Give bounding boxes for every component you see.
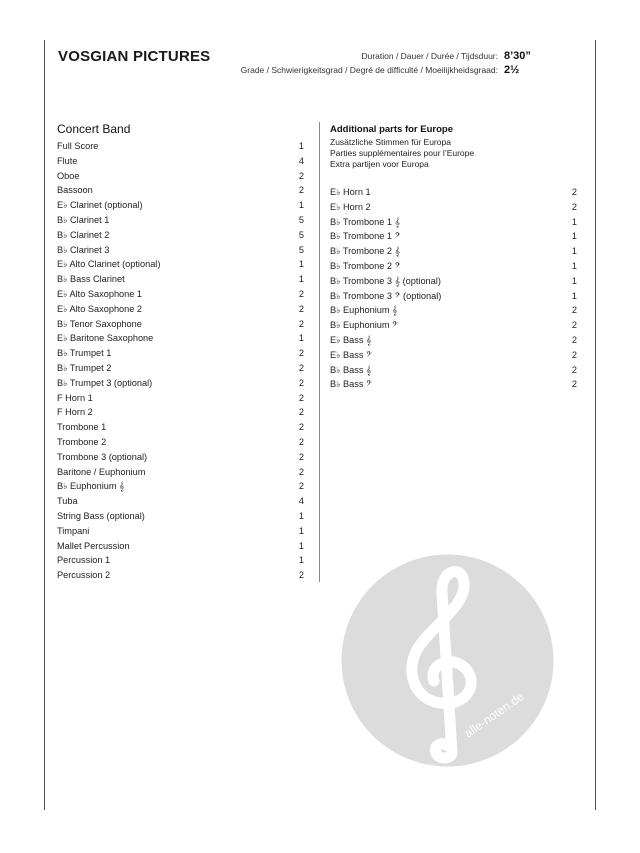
part-name: B♭ Trombone 3 𝄢 (optional) xyxy=(330,290,442,301)
part-count: 2 xyxy=(298,362,304,373)
part-row xyxy=(57,539,304,554)
part-row xyxy=(57,494,304,509)
watermark-logo xyxy=(340,553,555,768)
part-count: 2 xyxy=(298,436,304,447)
duration-value: 8’30” xyxy=(504,50,531,62)
part-name: B♭ Trombone 2 𝄢 xyxy=(330,260,401,271)
part-row xyxy=(330,289,577,304)
part-name: Baritone / Euphonium xyxy=(57,466,146,477)
part-count: 1 xyxy=(298,259,304,270)
part-count: 2 xyxy=(571,201,577,212)
part-count: 2 xyxy=(298,288,304,299)
part-count: 1 xyxy=(298,333,304,344)
right-margin-rule xyxy=(595,40,596,810)
part-name: Trombone 2 xyxy=(57,436,107,447)
part-row xyxy=(330,274,577,289)
part-name: B♭ Trombone 1 𝄞 xyxy=(330,216,401,227)
part-name: String Bass (optional) xyxy=(57,510,145,521)
part-count: 4 xyxy=(298,155,304,166)
part-name: Trombone 1 xyxy=(57,422,107,433)
part-name: E♭ Horn 1 xyxy=(330,187,371,197)
part-count: 2 xyxy=(298,170,304,181)
part-row xyxy=(330,200,577,215)
part-count: 1 xyxy=(298,555,304,566)
part-name: B♭ Clarinet 3 xyxy=(57,244,110,255)
part-count: 2 xyxy=(298,451,304,462)
part-count: 1 xyxy=(571,260,577,271)
part-count: 2 xyxy=(298,570,304,581)
part-row xyxy=(330,259,577,274)
part-row xyxy=(57,361,304,376)
part-name: B♭ Clarinet 2 xyxy=(57,229,110,240)
part-name: Full Score xyxy=(57,141,99,151)
watermark-text: alle-noten.de xyxy=(461,689,527,741)
part-row xyxy=(57,257,304,272)
part-count: 2 xyxy=(298,422,304,433)
part-count: 1 xyxy=(571,216,577,227)
part-row xyxy=(57,302,304,317)
duration-row xyxy=(361,50,544,62)
part-count: 1 xyxy=(298,540,304,551)
part-row xyxy=(57,479,304,494)
duration-label: Duration / Dauer / Durée / Tijdsduur: xyxy=(361,51,498,61)
part-name: Timpani xyxy=(57,525,90,536)
grade-value: 2½ xyxy=(504,64,520,76)
part-row xyxy=(57,183,304,198)
part-name: F Horn 1 xyxy=(57,392,93,403)
part-row xyxy=(57,524,304,539)
part-name: B♭ Tenor Saxophone xyxy=(57,318,142,329)
part-count: 2 xyxy=(298,407,304,418)
part-name: Tuba xyxy=(57,496,78,507)
grade-label: Grade / Schwierigkeitsgrad / Degré de difficulté / Moeilijkheidsgraad: xyxy=(240,65,498,75)
part-name: F Horn 2 xyxy=(57,407,93,418)
part-row xyxy=(57,568,304,583)
additional-parts-title: Additional parts for Europe xyxy=(330,124,453,135)
part-name: E♭ Baritone Saxophone xyxy=(57,333,154,344)
part-name: B♭ Euphonium 𝄞 xyxy=(57,481,125,492)
part-name: B♭ Bass 𝄢 xyxy=(330,379,372,390)
part-name: B♭ Clarinet 1 xyxy=(57,214,110,225)
piece-title: VOSGIAN PICTURES xyxy=(58,48,211,65)
part-row xyxy=(330,363,577,378)
part-count: 5 xyxy=(298,244,304,255)
part-count: 2 xyxy=(298,481,304,492)
part-row xyxy=(57,391,304,406)
part-name: Flute xyxy=(57,155,78,166)
part-name: Percussion 1 xyxy=(57,555,111,566)
additional-parts-list xyxy=(330,185,577,392)
part-name: B♭ Trumpet 1 xyxy=(57,348,112,359)
part-count: 2 xyxy=(298,318,304,329)
part-row xyxy=(57,317,304,332)
part-name: Mallet Percussion xyxy=(57,540,130,551)
part-count: 2 xyxy=(298,303,304,314)
part-count: 1 xyxy=(298,200,304,211)
part-row xyxy=(57,376,304,391)
part-count: 1 xyxy=(298,141,304,151)
part-row xyxy=(57,405,304,420)
additional-subtitle-nl: Extra partijen voor Europa xyxy=(330,159,429,169)
part-row xyxy=(57,198,304,213)
part-row xyxy=(330,377,577,392)
part-row xyxy=(57,228,304,243)
part-count: 1 xyxy=(298,510,304,521)
part-name: Trombone 3 (optional) xyxy=(57,451,148,462)
part-row xyxy=(330,303,577,318)
part-name: E♭ Clarinet (optional) xyxy=(57,200,143,211)
part-count: 1 xyxy=(298,274,304,285)
part-row xyxy=(57,287,304,302)
part-name: E♭ Alto Saxophone 2 xyxy=(57,303,143,314)
part-name: B♭ Bass 𝄞 xyxy=(330,364,372,375)
part-count: 5 xyxy=(298,214,304,225)
part-name: Bassoon xyxy=(57,185,93,196)
part-name: B♭ Trumpet 3 (optional) xyxy=(57,377,153,388)
part-name: Oboe xyxy=(57,170,80,181)
part-count: 2 xyxy=(571,320,577,331)
part-name: B♭ Bass Clarinet xyxy=(57,274,125,285)
part-name: B♭ Trombone 2 𝄞 xyxy=(330,246,401,257)
part-row xyxy=(330,185,577,200)
additional-subtitle-de: Zusätzliche Stimmen für Europa xyxy=(330,137,451,147)
concert-band-title: Concert Band xyxy=(57,122,131,136)
part-row xyxy=(57,420,304,435)
part-row xyxy=(57,331,304,346)
part-count: 2 xyxy=(298,392,304,403)
part-count: 2 xyxy=(298,185,304,196)
part-row xyxy=(57,450,304,465)
part-row xyxy=(330,229,577,244)
part-name: B♭ Euphonium 𝄞 xyxy=(330,305,398,316)
part-row xyxy=(57,465,304,480)
part-row xyxy=(57,272,304,287)
part-row xyxy=(57,139,304,154)
part-row xyxy=(57,169,304,184)
grade-row xyxy=(241,64,544,76)
part-row xyxy=(330,348,577,363)
part-name: E♭ Alto Clarinet (optional) xyxy=(57,259,161,270)
part-row xyxy=(330,215,577,230)
part-row xyxy=(57,509,304,524)
part-count: 2 xyxy=(298,466,304,477)
part-count: 2 xyxy=(298,377,304,388)
part-row xyxy=(57,553,304,568)
additional-subtitle-fr: Parties supplémentaires pour l’Europe xyxy=(330,148,475,158)
part-row xyxy=(57,243,304,258)
concert-band-parts-list xyxy=(57,139,304,583)
part-name: B♭ Trombone 1 𝄢 xyxy=(330,231,401,242)
part-name: E♭ Bass 𝄢 xyxy=(330,349,372,360)
part-count: 1 xyxy=(571,290,577,301)
part-name: B♭ Trombone 3 𝄞 (optional) xyxy=(330,275,441,286)
part-name: Percussion 2 xyxy=(57,570,111,581)
part-count: 1 xyxy=(571,231,577,242)
part-count: 2 xyxy=(571,379,577,390)
part-count: 2 xyxy=(571,305,577,316)
part-row xyxy=(330,318,577,333)
part-count: 1 xyxy=(571,246,577,257)
part-count: 5 xyxy=(298,229,304,240)
part-name: E♭ Bass 𝄞 xyxy=(330,334,372,345)
part-row xyxy=(57,435,304,450)
part-name: B♭ Trumpet 2 xyxy=(57,362,112,373)
part-name: E♭ Horn 2 xyxy=(330,201,371,212)
part-row xyxy=(330,244,577,259)
part-count: 2 xyxy=(571,187,577,197)
part-row xyxy=(57,154,304,169)
part-count: 2 xyxy=(571,364,577,375)
column-divider xyxy=(319,122,320,582)
part-count: 1 xyxy=(571,275,577,286)
part-name: E♭ Alto Saxophone 1 xyxy=(57,288,143,299)
part-row xyxy=(57,213,304,228)
part-count: 2 xyxy=(571,349,577,360)
part-count: 1 xyxy=(298,525,304,536)
part-count: 4 xyxy=(298,496,304,507)
part-row xyxy=(330,333,577,348)
part-row xyxy=(57,346,304,361)
part-name: B♭ Euphonium 𝄢 xyxy=(330,320,398,331)
part-count: 2 xyxy=(298,348,304,359)
part-count: 2 xyxy=(571,334,577,345)
left-margin-rule xyxy=(44,40,45,810)
